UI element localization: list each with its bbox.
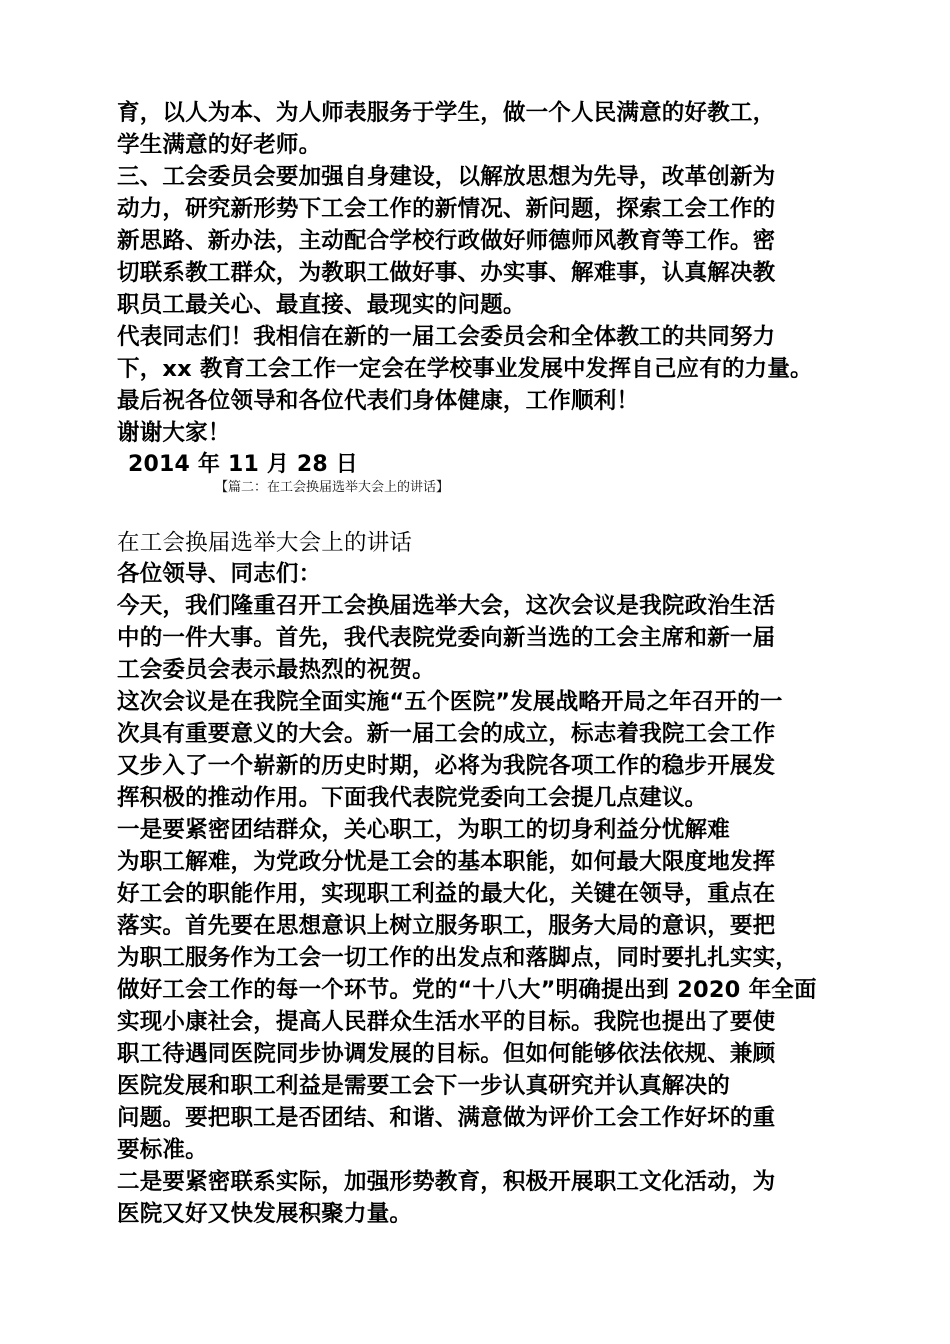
paragraph-line: 最后祝各位领导和各位代表们身体健康，工作顺利！ xyxy=(117,388,640,414)
paragraph-line: 一是要紧密团结群众，关心职工，为职工的切身利益分忧解难 xyxy=(117,817,730,843)
paragraph-line: 做好工会工作的每一个环节。党的“十八大”明确提出到 2020 年全面 xyxy=(117,977,817,1003)
paragraph-line: 代表同志们！我相信在新的一届工会委员会和全体教工的共同努力 xyxy=(117,324,776,350)
paragraph-line: 今天，我们隆重召开工会换届选举大会，这次会议是我院政治生活 xyxy=(117,593,776,619)
paragraph-line: 好工会的职能作用，实现职工利益的最大化，关键在领导，重点在 xyxy=(117,881,776,907)
paragraph-line: 各位领导、同志们： xyxy=(117,561,322,587)
paragraph-line: 医院又好又快发展积聚力量。 xyxy=(117,1201,413,1227)
section-label: 【篇二：在工会换届选举大会上的讲话】 xyxy=(215,480,450,495)
paragraph-line: 切联系教工群众，为教职工做好事、办实事、解难事，认真解决教 xyxy=(117,260,776,286)
paragraph-line: 学生满意的好老师。 xyxy=(117,132,322,158)
paragraph-line: 下，xx 教育工会工作一定会在学校事业发展中发挥自己应有的力量。 xyxy=(117,356,813,382)
paragraph-line: 中的一件大事。首先，我代表院党委向新当选的工会主席和新一届 xyxy=(117,625,776,651)
paragraph-line: 实现小康社会，提高人民群众生活水平的目标。我院也提出了要使 xyxy=(117,1009,776,1035)
paragraph-line: 这次会议是在我院全面实施“五个医院”发展战略开局之年召开的一 xyxy=(117,689,783,715)
paragraph-line: 职工待遇同医院同步协调发展的目标。但如何能够依法依规、兼顾 xyxy=(117,1041,776,1067)
speech-date: 2014 年 11 月 28 日 xyxy=(128,452,358,477)
paragraph-line: 医院发展和职工利益是需要工会下一步认真研究并认真解决的 xyxy=(117,1073,730,1099)
paragraph-line: 工会委员会表示最热烈的祝贺。 xyxy=(117,657,435,683)
paragraph-line: 又步入了一个崭新的历史时期，必将为我院各项工作的稳步开展发 xyxy=(117,753,776,779)
paragraph-line: 二是要紧密联系实际，加强形势教育，积极开展职工文化活动，为 xyxy=(117,1169,776,1195)
paragraph-line: 为职工服务作为工会一切工作的出发点和落脚点，同时要扎扎实实， xyxy=(117,945,799,971)
paragraph-line: 三、工会委员会要加强自身建设，以解放思想为先导，改革创新为 xyxy=(117,164,776,190)
paragraph-line: 谢谢大家！ xyxy=(117,420,231,446)
paragraph-line: 职员工最关心、最直接、最现实的问题。 xyxy=(117,292,526,318)
paragraph-line: 动力，研究新形势下工会工作的新情况、新问题，探索工会工作的 xyxy=(117,196,776,222)
paragraph-line: 挥积极的推动作用。下面我代表院党委向工会提几点建议。 xyxy=(117,785,708,811)
paragraph-line: 育，以人为本、为人师表服务于学生，做一个人民满意的好教工， xyxy=(117,100,776,126)
paragraph-line: 次具有重要意义的大会。新一届工会的成立，标志着我院工会工作 xyxy=(117,721,776,747)
paragraph-line: 新思路、新办法，主动配合学校行政做好师德师风教育等工作。密 xyxy=(117,228,776,254)
speech-title: 在工会换届选举大会上的讲话 xyxy=(117,530,413,556)
paragraph-line: 为职工解难，为党政分忧是工会的基本职能，如何最大限度地发挥 xyxy=(117,849,776,875)
paragraph-line: 落实。首先要在思想意识上树立服务职工，服务大局的意识，要把 xyxy=(117,913,776,939)
paragraph-line: 要标准。 xyxy=(117,1137,208,1163)
paragraph-line: 问题。要把职工是否团结、和谐、满意做为评价工会工作好坏的重 xyxy=(117,1105,776,1131)
